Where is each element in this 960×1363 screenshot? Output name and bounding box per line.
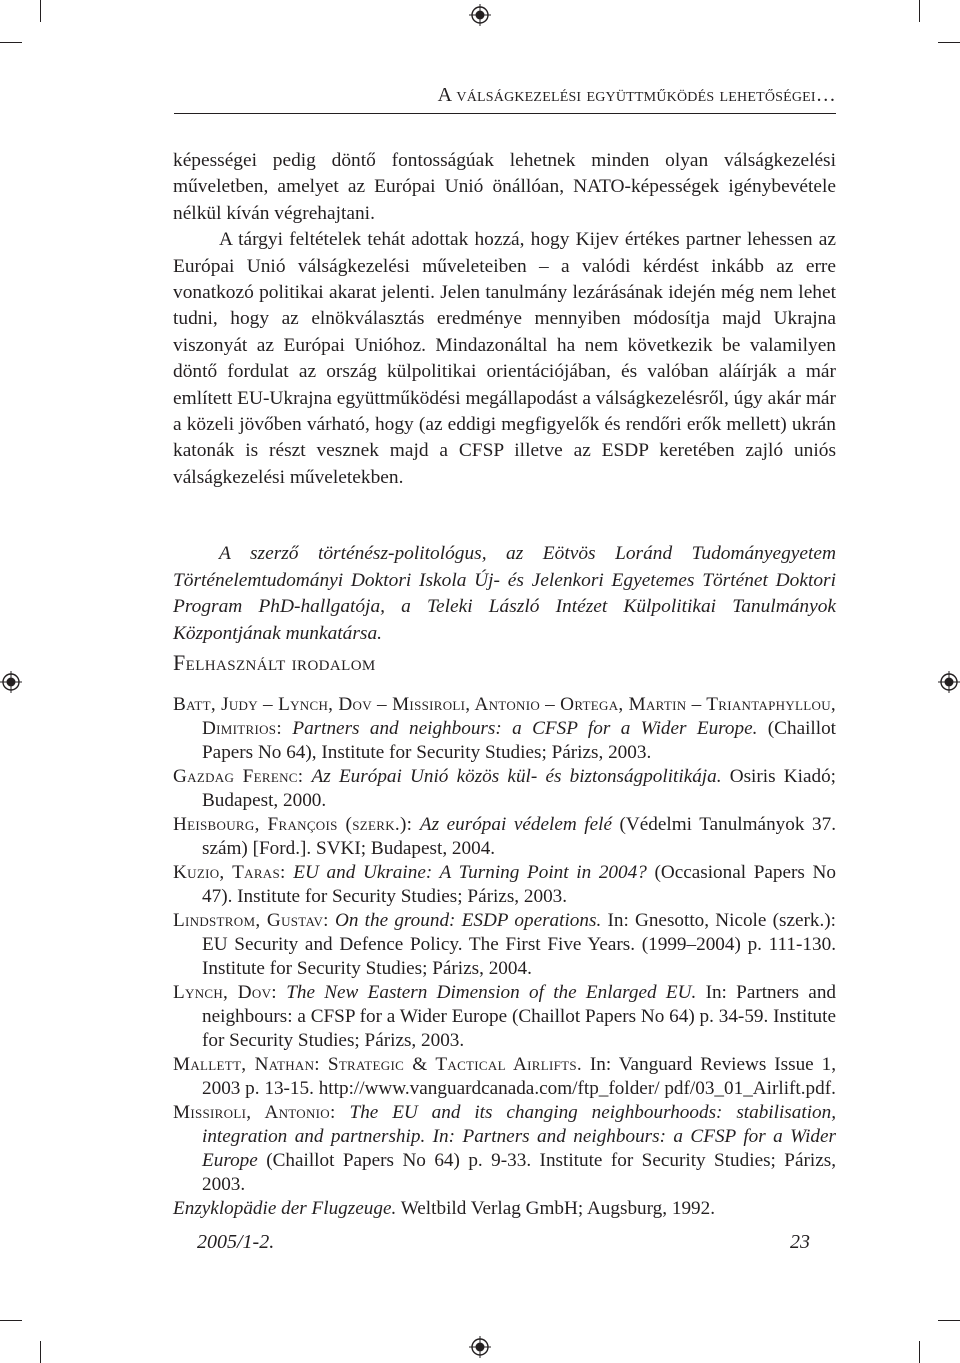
running-head: A válságkezelési együttműködés lehetőségei…: [437, 84, 836, 106]
paragraph: A tárgyi feltételek tehát adottak hozzá, hogy Kijev értékes partner lehessen az Európai Unió válságkezelési műveleteiben – a valódi kérdést inkább az erre vonatkozó politikai akarat jelenti. Jelen tanulmány lezárásának idején még nem lehet tudni, hogy az elnökválasztás eredménye mennyiben módosítja majd Ukrajna viszonyát az Európai Unióhoz. Mindazonáltal ha nem következik be valamilyen döntő fordulat az ország külpolitikai orientációjában, és valóban aláírják a már említett EU-Ukrajna együttműködési megállapodást a válságkezelésről, úgy akár már a közeli jövőben várható, hogy (az eddigi megfigyelők és rendőri erők mellett) ukrán katonák is részt vesznek majd a CFSP illetve az ESDP keretében zajló uniós válságkezelési műveletekben.: [173, 229, 836, 488]
reference-item: [173, 813, 836, 861]
reference-details: In: Vanguard Reviews Issue 1, 2003 p. 13-15. http://www.vanguardcanada.com/ftp_folder/ pdf/03_01_Airlift.pdf.: [202, 1054, 836, 1099]
reference-author: Lynch, Dov:: [173, 982, 277, 1003]
reference-author: Kuzio, Taras:: [173, 862, 286, 883]
reference-author: Heisbourg, François (szerk.):: [173, 814, 413, 835]
author-note: A szerző történész-politológus, az Eötvös Loránd Tudományegyetem Történelemtudományi Doktori Iskola Új- és Jelenkori Egyetemes Történet Doktori Program PhD-hallgatója, a Teleki László Intézet Külpolitikai Tanulmányok Központjának munkatársa.: [173, 543, 836, 644]
issue-number: 2005/1-2.: [197, 1231, 275, 1253]
reference-item: [173, 693, 836, 765]
reference-details: Osiris Kiadó; Budapest, 2000.: [202, 766, 836, 811]
reference-title: On the ground: ESDP operations.: [335, 910, 602, 931]
reference-title: The EU and its changing neighbourhoods: stabilisation, integration and partnership. In: Partners and neighbours: a CFSP for a Wider Europe: [202, 1102, 837, 1171]
reference-title: Enzyklopädie der Flugzeuge.: [173, 1198, 397, 1219]
reference-item: [173, 861, 836, 909]
crop-mark-bottom-right: [919, 1341, 920, 1363]
crop-mark-top-left: [40, 0, 41, 22]
registration-mark-icon: [938, 671, 960, 693]
reference-title: EU and Ukraine: A Turning Point in 2004?: [293, 862, 647, 883]
reference-title: The New Eastern Dimension of the Enlarged EU.: [286, 982, 697, 1003]
crop-mark-bottom-left: [0, 1320, 22, 1321]
reference-item: [173, 909, 836, 981]
crop-mark-bottom-right: [938, 1320, 960, 1321]
reference-item: [173, 1101, 836, 1197]
reference-details: In: Partners and neighbours: a CFSP for a Wider Europe (Chaillot Papers No 64) p. 34-59. Institute for Security Studies; Párizs, 2003.: [202, 982, 837, 1051]
reference-details: (Occasional Papers No 47). Institute for Security Studies; Párizs, 2003.: [202, 862, 836, 907]
reference-author: Batt, Judy – Lynch, Dov – Missiroli, Antonio – Ortega, Martin – Triantaphyllou, Dimitrios:: [173, 694, 836, 739]
reference-list: [173, 693, 836, 1221]
page-number: 23: [790, 1231, 810, 1253]
reference-title: Strategic & Tactical Airlifts.: [327, 1054, 582, 1075]
reference-title: Az Európai Unió közös kül- és biztonságpolitikája.: [311, 766, 722, 787]
section-title: Felhasznált irodalom: [173, 650, 376, 675]
reference-item: [173, 1053, 836, 1101]
body-text: [173, 148, 836, 491]
reference-details: In: Gnesotto, Nicole (szerk.): EU Security and Defence Policy. The First Five Years. (1999–2004) p. 111-130. Institute for Security Studies; Párizs, 2004.: [202, 910, 836, 979]
reference-author: Missiroli, Antonio:: [173, 1102, 336, 1123]
crop-mark-top-right: [938, 42, 960, 43]
registration-mark-icon: [469, 1336, 491, 1358]
reference-title: Partners and neighbours: a CFSP for a Wider Europe.: [292, 718, 758, 739]
reference-item: [173, 1197, 836, 1221]
reference-details: (Chaillot Papers No 64), Institute for Security Studies; Párizs, 2003.: [202, 718, 837, 763]
reference-item: [173, 765, 836, 813]
reference-details: (Védelmi Tanulmányok 37. szám) [Ford.]. SVKI; Budapest, 2004.: [202, 814, 836, 859]
reference-details: (Chaillot Papers No 64) p. 9-33. Institute for Security Studies; Párizs, 2003.: [202, 1150, 837, 1195]
reference-item: [173, 981, 836, 1053]
reference-title: Az európai védelem felé: [419, 814, 612, 835]
reference-details: Weltbild Verlag GmbH; Augsburg, 1992.: [400, 1198, 716, 1219]
reference-author: Gazdag Ferenc:: [173, 766, 304, 787]
header-rule: [174, 113, 836, 114]
registration-mark-icon: [0, 671, 22, 693]
paragraph: képességei pedig döntő fontosságúak lehetnek minden olyan válságkezelési műveletben, amelyet az Európai Unió önállóan, NATO-képességek igénybevétele nélkül kíván végrehajtani.: [173, 150, 836, 224]
crop-mark-top-left: [0, 42, 22, 43]
registration-mark-icon: [469, 4, 491, 26]
reference-author: Lindstrom, Gustav:: [173, 910, 329, 931]
crop-mark-top-right: [919, 0, 920, 22]
reference-author: Mallett, Nathan:: [173, 1054, 320, 1075]
crop-mark-bottom-left: [40, 1341, 41, 1363]
